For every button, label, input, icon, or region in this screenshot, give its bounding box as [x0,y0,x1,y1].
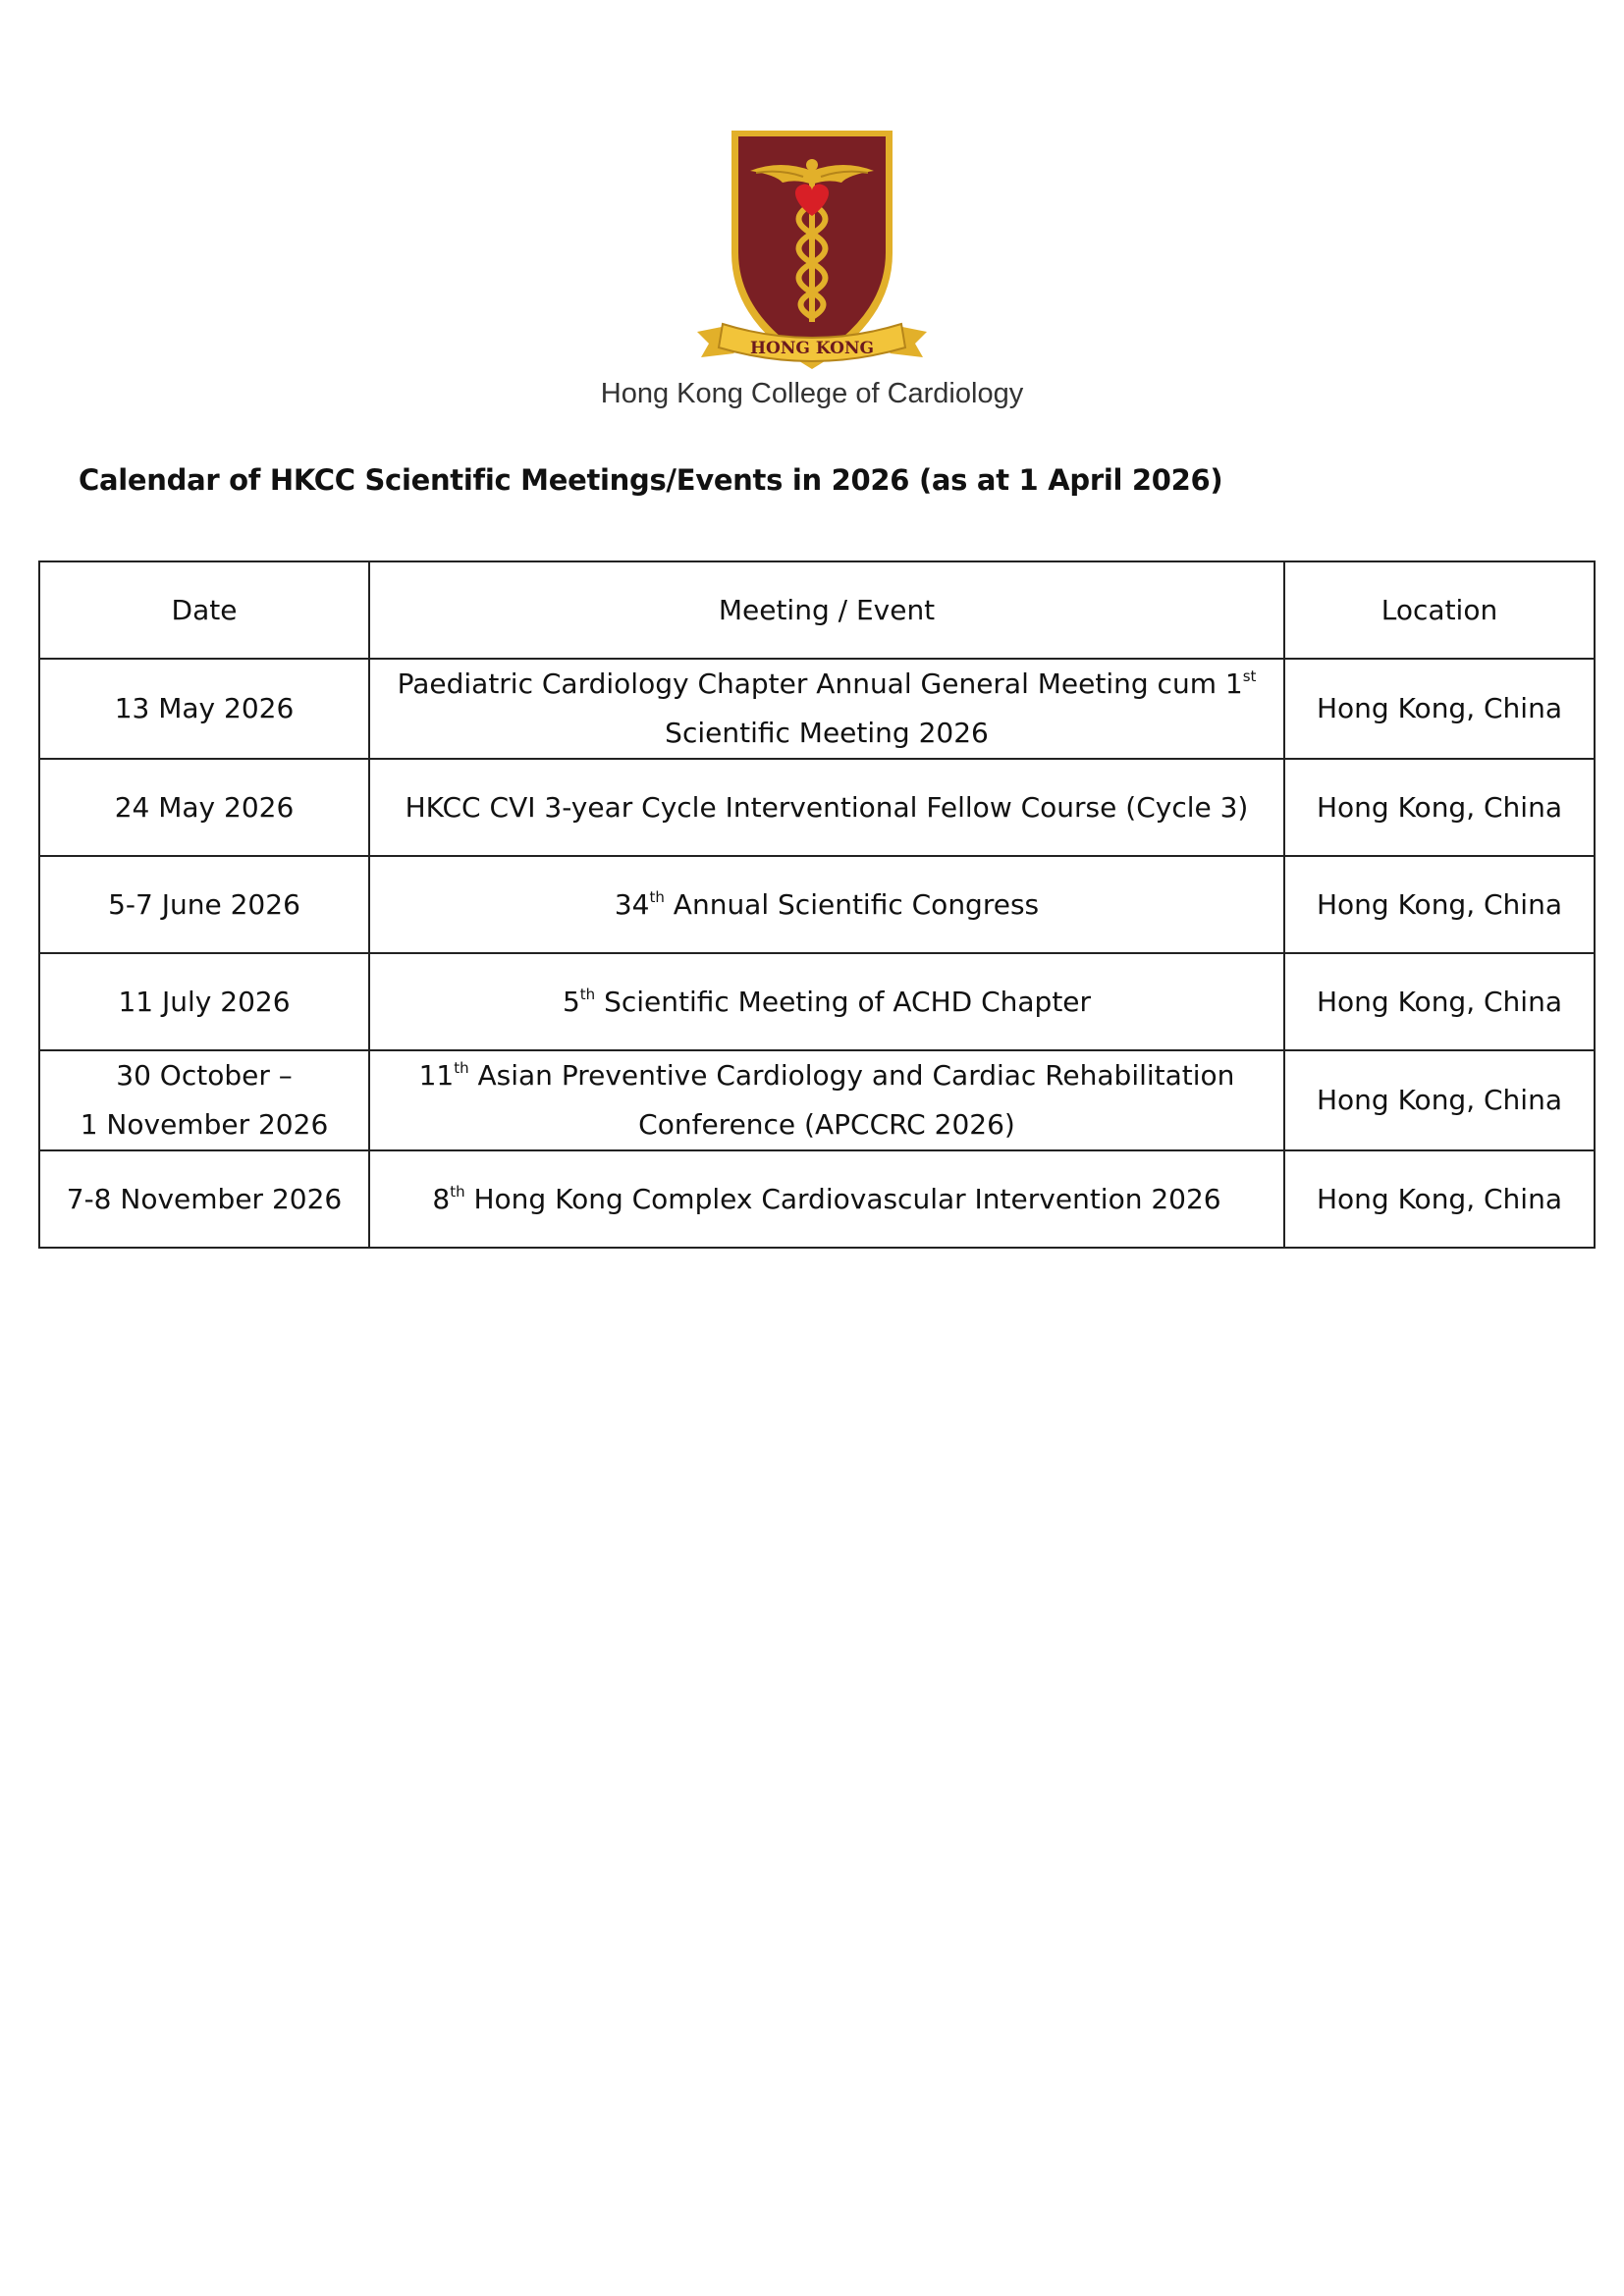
event-cell: 11th Asian Preventive Cardiology and Cardiac Rehabilitation Conference (APCCRC 2026) [369,1050,1284,1150]
table-row [39,1150,1595,1248]
table-row [39,856,1595,953]
location-cell: Hong Kong, China [1284,856,1595,953]
event-cell: 8th Hong Kong Complex Cardiovascular Intervention 2026 [369,1150,1284,1248]
events-table [38,561,1596,1249]
location-cell: Hong Kong, China [1284,953,1595,1050]
location-cell: Hong Kong, China [1284,759,1595,856]
location-cell: Hong Kong, China [1284,659,1595,759]
event-cell: 34th Annual Scientific Congress [369,856,1284,953]
svg-text:HONG KONG: HONG KONG [749,339,875,358]
header-date: Date [39,561,369,659]
college-logo [687,126,937,381]
event-cell: 5th Scientific Meeting of ACHD Chapter [369,953,1284,1050]
table-row [39,1050,1595,1150]
location-cell: Hong Kong, China [1284,1150,1595,1248]
table-row [39,759,1595,856]
table-row [39,659,1595,759]
org-name: Hong Kong College of Cardiology [600,378,1024,409]
date-cell: 13 May 2026 [39,659,369,759]
location-cell: Hong Kong, China [1284,1050,1595,1150]
header-location: Location [1284,561,1595,659]
page-title: Calendar of HKCC Scientific Meetings/Events in 2026 (as at 1 April 2026) [79,463,1223,497]
date-cell: 24 May 2026 [39,759,369,856]
event-cell: HKCC CVI 3-year Cycle Interventional Fellow Course (Cycle 3) [369,759,1284,856]
table-row [39,953,1595,1050]
header-event: Meeting / Event [369,561,1284,659]
date-cell: 5-7 June 2026 [39,856,369,953]
event-cell: Paediatric Cardiology Chapter Annual General Meeting cum 1st Scientific Meeting 2026 [369,659,1284,759]
date-cell: 30 October – 1 November 2026 [39,1050,369,1150]
date-cell: 7-8 November 2026 [39,1150,369,1248]
date-cell: 11 July 2026 [39,953,369,1050]
table-header-row [39,561,1595,659]
